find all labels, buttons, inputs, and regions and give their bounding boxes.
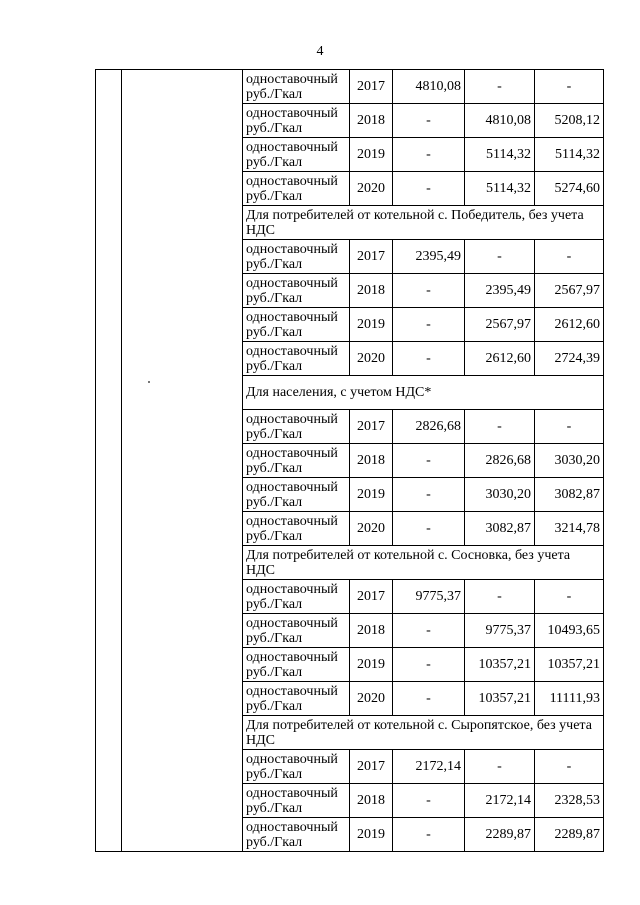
value-cell-2: 4810,08 <box>465 104 535 138</box>
tariff-name-cell <box>243 104 350 138</box>
value-cell-2: 5114,32 <box>465 172 535 206</box>
value-cell-1: 2395,49 <box>393 240 465 274</box>
year-cell: 2019 <box>350 308 393 342</box>
tariff-name-cell <box>243 682 350 716</box>
tariff-unit-label: руб./Гкал <box>246 358 303 374</box>
value-cell-1: - <box>393 172 465 206</box>
year-cell: 2020 <box>350 682 393 716</box>
tariff-name-cell <box>243 138 350 172</box>
value-cell-1: - <box>393 648 465 682</box>
year-cell: 2019 <box>350 648 393 682</box>
value-cell-2: 3082,87 <box>465 512 535 546</box>
tariff-name-cell <box>243 444 350 478</box>
tariff-name-cell <box>243 308 350 342</box>
tariff-name-cell <box>243 750 350 784</box>
tariff-type-label: одноставочный <box>246 479 338 495</box>
tariff-name-cell <box>243 580 350 614</box>
tariff-name-cell <box>243 342 350 376</box>
tariff-unit-label: руб./Гкал <box>246 494 303 510</box>
year-cell: 2018 <box>350 444 393 478</box>
tariff-unit-label: руб./Гкал <box>246 86 303 102</box>
tariff-type-label: одноставочный <box>246 513 338 529</box>
tariff-unit-label: руб./Гкал <box>246 290 303 306</box>
tariff-table <box>95 69 604 852</box>
table-row <box>96 70 604 104</box>
tariff-name-cell <box>243 512 350 546</box>
value-cell-3: 2612,60 <box>535 308 604 342</box>
page-number: 4 <box>316 44 324 59</box>
year-cell: 2019 <box>350 818 393 852</box>
tariff-type-label: одноставочный <box>246 343 338 359</box>
value-cell-3: - <box>535 240 604 274</box>
tariff-type-label: одноставочный <box>246 683 338 699</box>
tariff-name-cell <box>243 172 350 206</box>
value-cell-1: - <box>393 444 465 478</box>
tariff-type-label: одноставочный <box>246 445 338 461</box>
value-cell-3: 10357,21 <box>535 648 604 682</box>
tariff-type-label: одноставочный <box>246 649 338 665</box>
value-cell-2: - <box>465 410 535 444</box>
value-cell-2: 2172,14 <box>465 784 535 818</box>
value-cell-1: - <box>393 682 465 716</box>
value-cell-3: 3030,20 <box>535 444 604 478</box>
tariff-unit-label: руб./Гкал <box>246 256 303 272</box>
year-cell: 2018 <box>350 614 393 648</box>
tariff-unit-label: руб./Гкал <box>246 698 303 714</box>
value-cell-3: 5114,32 <box>535 138 604 172</box>
group-title: Для населения, с учетом НДС* <box>243 376 604 410</box>
year-cell: 2019 <box>350 478 393 512</box>
value-cell-1: 2172,14 <box>393 750 465 784</box>
tariff-unit-label: руб./Гкал <box>246 800 303 816</box>
value-cell-1: 4810,08 <box>393 70 465 104</box>
tariff-unit-label: руб./Гкал <box>246 596 303 612</box>
tariff-type-label: одноставочный <box>246 241 338 257</box>
value-cell-2: - <box>465 750 535 784</box>
tariff-type-label: одноставочный <box>246 819 338 835</box>
tariff-table-body <box>96 70 604 852</box>
value-cell-1: 9775,37 <box>393 580 465 614</box>
value-cell-3: 10493,65 <box>535 614 604 648</box>
tariff-type-label: одноставочный <box>246 275 338 291</box>
value-cell-2: 2567,97 <box>465 308 535 342</box>
tariff-name-cell <box>243 648 350 682</box>
year-cell: 2018 <box>350 104 393 138</box>
year-cell: 2018 <box>350 274 393 308</box>
value-cell-1: - <box>393 784 465 818</box>
tariff-unit-label: руб./Гкал <box>246 460 303 476</box>
organization-column-cell <box>122 70 243 852</box>
tariff-name-cell <box>243 614 350 648</box>
year-cell: 2017 <box>350 750 393 784</box>
tariff-name-cell <box>243 784 350 818</box>
group-title: Для потребителей от котельной с. Победитель, без учета НДС <box>243 206 604 240</box>
tariff-name-cell <box>243 410 350 444</box>
value-cell-2: 5114,32 <box>465 138 535 172</box>
number-column-cell <box>96 70 122 852</box>
value-cell-1: - <box>393 342 465 376</box>
value-cell-1: - <box>393 512 465 546</box>
tariff-type-label: одноставочный <box>246 615 338 631</box>
tariff-type-label: одноставочный <box>246 173 338 189</box>
value-cell-1: - <box>393 308 465 342</box>
tariff-name-cell <box>243 818 350 852</box>
year-cell: 2020 <box>350 512 393 546</box>
value-cell-3: - <box>535 580 604 614</box>
tariff-unit-label: руб./Гкал <box>246 426 303 442</box>
tariff-unit-label: руб./Гкал <box>246 664 303 680</box>
year-cell: 2017 <box>350 70 393 104</box>
value-cell-1: - <box>393 818 465 852</box>
value-cell-3: 2724,39 <box>535 342 604 376</box>
tariff-type-label: одноставочный <box>246 751 338 767</box>
value-cell-3: - <box>535 70 604 104</box>
tariff-unit-label: руб./Гкал <box>246 766 303 782</box>
tariff-name-cell <box>243 274 350 308</box>
value-cell-2: - <box>465 580 535 614</box>
value-cell-1: - <box>393 478 465 512</box>
value-cell-1: - <box>393 138 465 172</box>
year-cell: 2017 <box>350 410 393 444</box>
value-cell-3: 3082,87 <box>535 478 604 512</box>
tariff-type-label: одноставочный <box>246 785 338 801</box>
value-cell-2: 2289,87 <box>465 818 535 852</box>
value-cell-3: 2567,97 <box>535 274 604 308</box>
value-cell-2: 10357,21 <box>465 648 535 682</box>
value-cell-2: - <box>465 240 535 274</box>
group-title: Для потребителей от котельной с. Сыропятское, без учета НДС <box>243 716 604 750</box>
value-cell-3: 2328,53 <box>535 784 604 818</box>
scan-speck <box>148 381 150 383</box>
tariff-unit-label: руб./Гкал <box>246 834 303 850</box>
tariff-unit-label: руб./Гкал <box>246 630 303 646</box>
value-cell-2: 2612,60 <box>465 342 535 376</box>
tariff-unit-label: руб./Гкал <box>246 528 303 544</box>
value-cell-1: - <box>393 104 465 138</box>
year-cell: 2019 <box>350 138 393 172</box>
value-cell-3: 11111,93 <box>535 682 604 716</box>
value-cell-3: 5274,60 <box>535 172 604 206</box>
tariff-name-cell <box>243 240 350 274</box>
value-cell-2: - <box>465 70 535 104</box>
year-cell: 2017 <box>350 240 393 274</box>
tariff-name-cell <box>243 70 350 104</box>
value-cell-3: 2289,87 <box>535 818 604 852</box>
year-cell: 2020 <box>350 172 393 206</box>
value-cell-3: - <box>535 410 604 444</box>
year-cell: 2020 <box>350 342 393 376</box>
tariff-type-label: одноставочный <box>246 71 338 87</box>
value-cell-2: 3030,20 <box>465 478 535 512</box>
tariff-unit-label: руб./Гкал <box>246 120 303 136</box>
tariff-unit-label: руб./Гкал <box>246 154 303 170</box>
value-cell-2: 10357,21 <box>465 682 535 716</box>
tariff-unit-label: руб./Гкал <box>246 188 303 204</box>
tariff-type-label: одноставочный <box>246 581 338 597</box>
tariff-type-label: одноставочный <box>246 105 338 121</box>
tariff-type-label: одноставочный <box>246 139 338 155</box>
value-cell-2: 2826,68 <box>465 444 535 478</box>
year-cell: 2018 <box>350 784 393 818</box>
value-cell-3: - <box>535 750 604 784</box>
value-cell-3: 5208,12 <box>535 104 604 138</box>
value-cell-1: - <box>393 274 465 308</box>
value-cell-1: 2826,68 <box>393 410 465 444</box>
value-cell-2: 9775,37 <box>465 614 535 648</box>
tariff-type-label: одноставочный <box>246 411 338 427</box>
year-cell: 2017 <box>350 580 393 614</box>
group-title: Для потребителей от котельной с. Сосновка, без учета НДС <box>243 546 604 580</box>
tariff-name-cell <box>243 478 350 512</box>
tariff-type-label: одноставочный <box>246 309 338 325</box>
value-cell-1: - <box>393 614 465 648</box>
value-cell-2: 2395,49 <box>465 274 535 308</box>
value-cell-3: 3214,78 <box>535 512 604 546</box>
tariff-unit-label: руб./Гкал <box>246 324 303 340</box>
